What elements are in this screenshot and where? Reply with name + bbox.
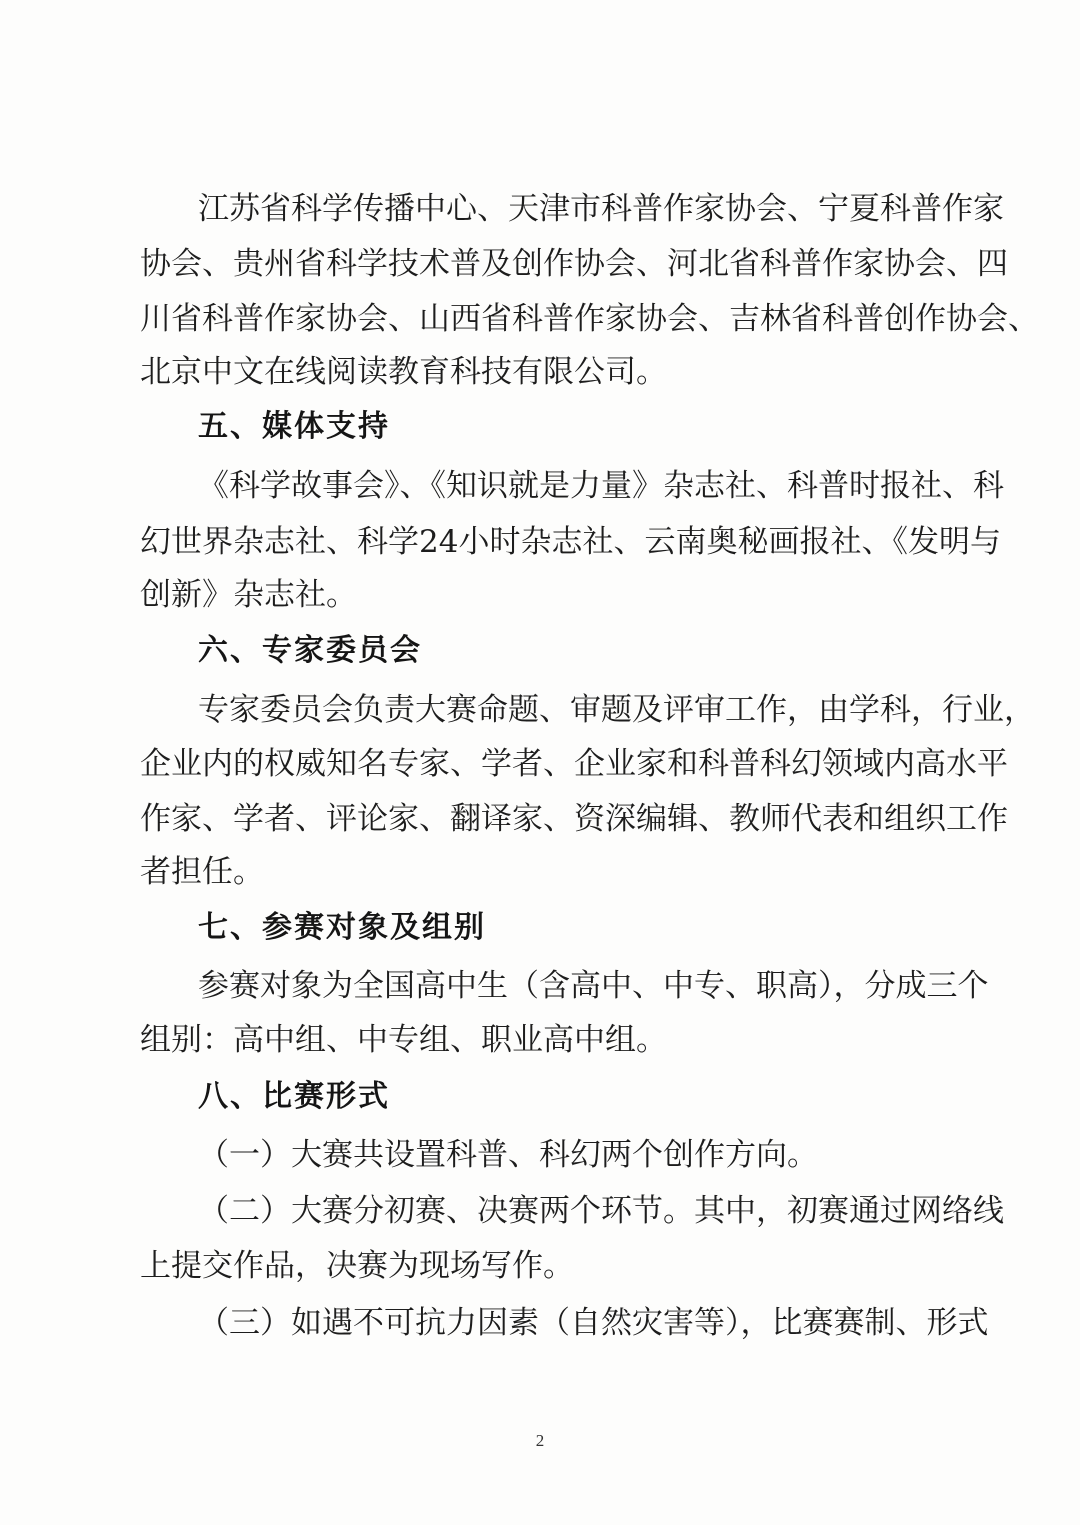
paragraph-line: （三）如遇不可抗力因素（自然灾害等），比赛赛制、形式 (198, 1305, 989, 1341)
paragraph-line: 者担任。 (140, 854, 264, 890)
paragraph-line: （二）大赛分初赛、决赛两个环节。其中，初赛通过网络线 (198, 1193, 1004, 1229)
paragraph-line: 上提交作品，决赛为现场写作。 (140, 1248, 574, 1284)
section-heading-competition-format: 八、比赛形式 (198, 1079, 390, 1114)
paragraph-line: 企业内的权威知名专家、学者、企业家和科普科幻领域内高水平 (140, 746, 1008, 782)
paragraph-line: 幻世界杂志社、科学24小时杂志社、云南奥秘画报社、《发明与 (140, 524, 1001, 560)
paragraph-line: 协会、贵州省科学技术普及创作协会、河北省科普作家协会、四 (140, 246, 1008, 282)
paragraph-line: 参赛对象为全国高中生（含高中、中专、职高），分成三个 (198, 968, 989, 1004)
section-heading-participants: 七、参赛对象及组别 (198, 910, 486, 945)
section-heading-expert-committee: 六、专家委员会 (198, 633, 422, 668)
paragraph-line: 江苏省科学传播中心、天津市科普作家协会、宁夏科普作家 (198, 191, 1004, 227)
paragraph-line: 组别：高中组、中专组、职业高中组。 (140, 1022, 667, 1058)
section-heading-media-support: 五、媒体支持 (198, 409, 390, 444)
paragraph-line: 创新》杂志社。 (140, 577, 357, 613)
paragraph-line: 作家、学者、评论家、翻译家、资深编辑、教师代表和组织工作 (140, 801, 1008, 837)
paragraph-line: 北京中文在线阅读教育科技有限公司。 (140, 354, 667, 390)
paragraph-line: 专家委员会负责大赛命题、审题及评审工作，由学科，行业， (198, 692, 1035, 728)
paragraph-line: （一）大赛共设置科普、科幻两个创作方向。 (198, 1137, 818, 1173)
paragraph-line: 川省科普作家协会、山西省科普作家协会、吉林省科普创作协会、 (140, 301, 1039, 337)
paragraph-line: 《科学故事会》、《知识就是力量》杂志社、科普时报社、科 (198, 468, 1004, 504)
page-number: 2 (535, 1431, 545, 1450)
